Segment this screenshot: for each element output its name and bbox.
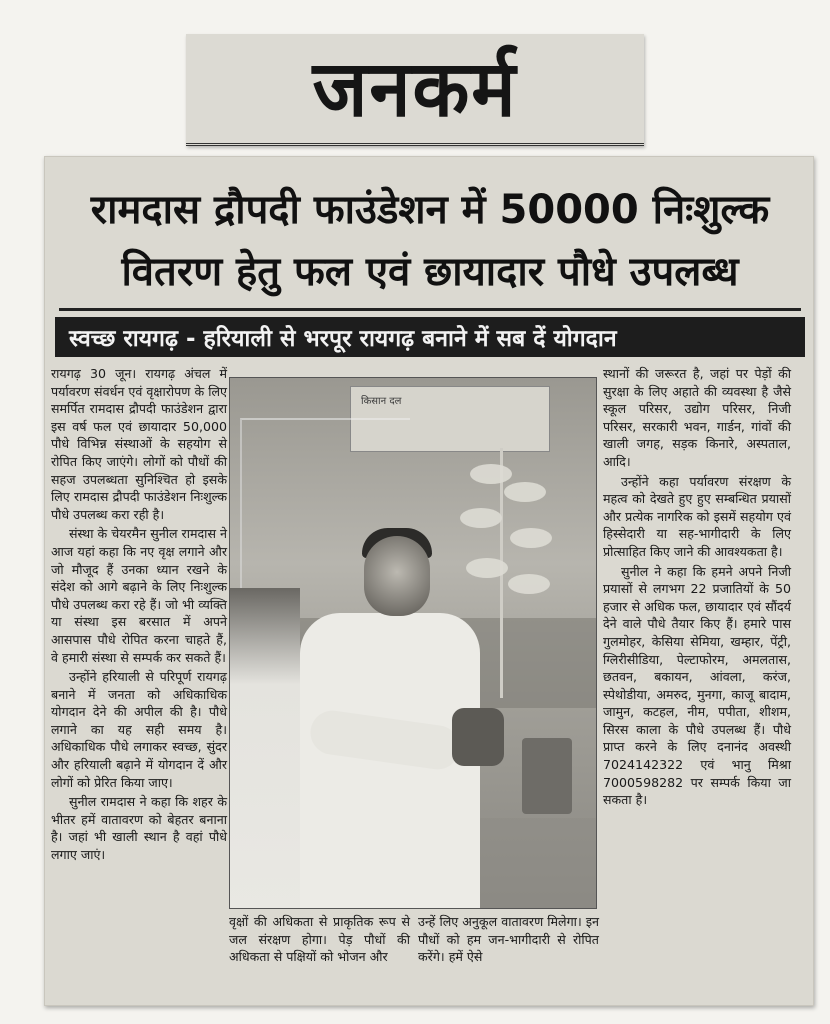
plant-leaf <box>508 574 550 594</box>
article-bottom-text <box>229 913 599 966</box>
plant-leaf <box>504 482 546 502</box>
paragraph: स्थानों की जरूरत है, जहां पर पेड़ों की सुरक्षा के लिए अहाते की व्यवस्था है जैसे स्कूल परिसर, उद्योग परिसर, निजी परिसर, सरकारी भवन, गार्डन, गांवों की खाली जगह, सड़क किनारे, अस्पताल, आदि। <box>603 366 791 469</box>
article-column-1 <box>51 365 227 866</box>
article-clipping <box>44 156 814 1006</box>
photo-person-head <box>364 536 430 616</box>
bottom-paragraph-right: उन्हें लिए अनुकूल वातावरण मिलेगा। इन पौधों को हम जन-भागीदारी से रोपित करेंगे। हमें ऐसे <box>418 914 599 965</box>
paragraph: उन्होंने कहा पर्यावरण संरक्षण के महत्व को देखते हुए हुए सम्बन्धित प्रयासों और प्रत्येक नागरिक को इसमें सहयोग एवं हिस्सेदारी या सह-भागीदारी के लिए प्रोत्साहित किए जाने की आवश्यकता है। <box>603 473 791 559</box>
article-photo <box>229 377 597 909</box>
plant-pot <box>452 708 504 766</box>
article-column-3 <box>603 365 791 811</box>
plant-leaf <box>460 508 502 528</box>
plant-leaf <box>466 558 508 578</box>
photo-signboard-text: किसान दल <box>361 396 402 407</box>
article-subheadline: स्वच्छ रायगढ़ - हरियाली से भरपूर रायगढ़ बनाने में सब दें योगदान <box>55 317 805 357</box>
newspaper-masthead <box>186 34 644 146</box>
paragraph: रायगढ़ 30 जून। रायगढ़ अंचल में पर्यावरण संवर्धन एवं वृक्षारोपण के लिए समर्पित रामदास द्रौपदी फाउंडेशन द्वारा इस वर्ष फल एवं छायादार 50,000 पौधे विभिन्न संस्थाओं के सहयोग से रोपित किए जाएंगे। लोगों को पौधों की सहज उपलब्धता सुनिश्चित हो इसके लिए रामदास द्रौपदी फाउंडेशन निःशुल्क पौधे उपलब्ध करा रही है। <box>51 366 227 522</box>
headline-line-2: वितरण हेतु फल एवं छायादार पौधे उपलब्ध <box>121 248 739 295</box>
masthead-title: जनकर्म <box>312 43 518 134</box>
paragraph: सुनील रामदास ने कहा कि शहर के भीतर हमें वातावरण को बेहतर बनाना है। जहां भी खाली स्थान है वहां पौधे लगाए जाएं। <box>51 794 227 863</box>
plant-leaf <box>510 528 552 548</box>
bottom-paragraph-left: वृक्षों की अधिकता से प्राकृतिक रूप से जल संरक्षण होगा। पेड़ पौधों की अधिकता से पक्षियों को भोजन और <box>229 914 410 965</box>
plant-leaf <box>470 464 512 484</box>
paragraph: सुनील ने कहा कि हमने अपने निजी प्रयासों से लगभग 22 प्रजातियों के 50 हजार से अधिक फल, छायादार एवं सौंदर्य देने वाले पौधे तैयार किए हैं। हमारे पास गुलमोहर, केसिया सेमिया, खम्हार, पेंट्री, ग्लिरीसीडिया, पेल्टाफोरम, अमलतास, छतवन, बकायन, आंवला, करंज, स्पेथोडीया, अमरुद, मुनगा, काजू बादाम, जामुन, कटहल, नीम, पपीता, शीशम, सिरस काला के पौधे उपलब्ध हैं। पौधे प्राप्त करने के लिए दनानंद अवस्थी 7024142322 एवं भानु मिश्रा 7000598282 पर सम्पर्क किया जा सकता है। <box>603 563 791 808</box>
photo-person-background <box>230 588 300 909</box>
headline-line-1: रामदास द्रौपदी फाउंडेशन में 50000 निःशुल्क <box>90 186 770 233</box>
paragraph: उन्होंने हरियाली से परिपूर्ण रायगढ़ बनाने में जनता को अधिकाधिक योगदान देने की अपील की है। पौधे लगाने का यह सही समय है। अधिकाधिक पौधे लगाकर स्वच्छ, सुंदर और हरियाली बढ़ाने में योगदान दें और लोगों को प्रेरित किया जाए। <box>51 669 227 790</box>
paragraph: संस्था के चेयरमैन सुनील रामदास ने आज यहां कहा कि नए वृक्ष लगाने और जो मौजूद हैं उनका ध्यान रखने के संदेश को आगे बढ़ाने के लिए निःशुल्क पौधे उपलब्ध करा रहे हैं। जो भी व्यक्ति या संस्था इस बरसात में अपने आसपास पौधे रोपित करना चाहते हैं, वे हमारी संस्था से सम्पर्क कर सकते हैं। <box>51 526 227 665</box>
article-headline <box>59 173 801 311</box>
photo-drum <box>522 738 572 814</box>
